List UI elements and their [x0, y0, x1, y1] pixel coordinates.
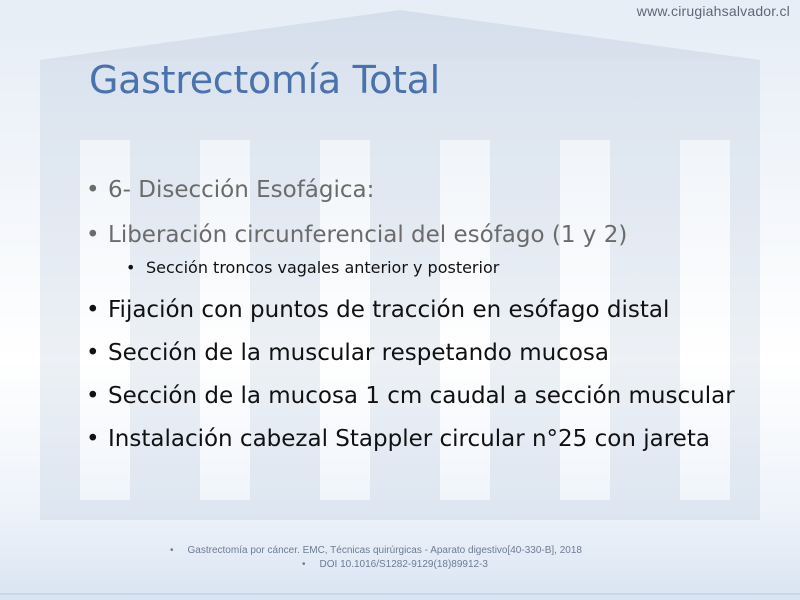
bullet-item [86, 176, 758, 204]
bullet-dot: • [86, 222, 100, 248]
bullet-text: Sección de la mucosa 1 cm caudal a sección muscular [108, 383, 735, 409]
bullet-dot: • [302, 559, 306, 570]
bullet-dot: • [86, 297, 100, 323]
bullet-text: Liberación circunferencial del esófago (1 y 2) [108, 222, 628, 248]
bullet-dot: • [170, 545, 174, 556]
sub-bullet-item [126, 258, 758, 278]
bullet-dot: • [86, 340, 100, 366]
references [170, 544, 650, 572]
bullet-dot: • [86, 177, 100, 203]
bullet-dot: • [86, 383, 100, 409]
bullet-item [86, 382, 758, 410]
reference-item [170, 544, 650, 558]
footer-divider [0, 593, 800, 595]
bullet-list [86, 176, 758, 453]
bullet-text: Sección troncos vagales anterior y posterior [146, 258, 500, 277]
bullet-item [86, 425, 758, 453]
bullet-item [86, 296, 758, 324]
reference-item [170, 558, 650, 572]
website-url: www.cirugiahsalvador.cl [636, 3, 790, 19]
bullet-item [86, 339, 758, 367]
bullet-text: Instalación cabezal Stappler circular n°25 con jareta [108, 426, 710, 452]
bullet-text: Fijación con puntos de tracción en esófago distal [108, 297, 670, 323]
bullet-text: 6- Disección Esofágica: [108, 177, 375, 203]
bullet-dot: • [126, 258, 136, 277]
bullet-dot: • [86, 426, 100, 452]
bullet-text: Sección de la muscular respetando mucosa [108, 340, 609, 366]
reference-text: Gastrectomía por cáncer. EMC, Técnicas quirúrgicas - Aparato digestivo[40-330-B], 2018 [187, 545, 582, 556]
reference-text: DOI 10.1016/S1282-9129(18)89912-3 [319, 559, 488, 570]
bullet-item [86, 221, 758, 249]
slide-title: Gastrectomía Total [89, 58, 440, 102]
